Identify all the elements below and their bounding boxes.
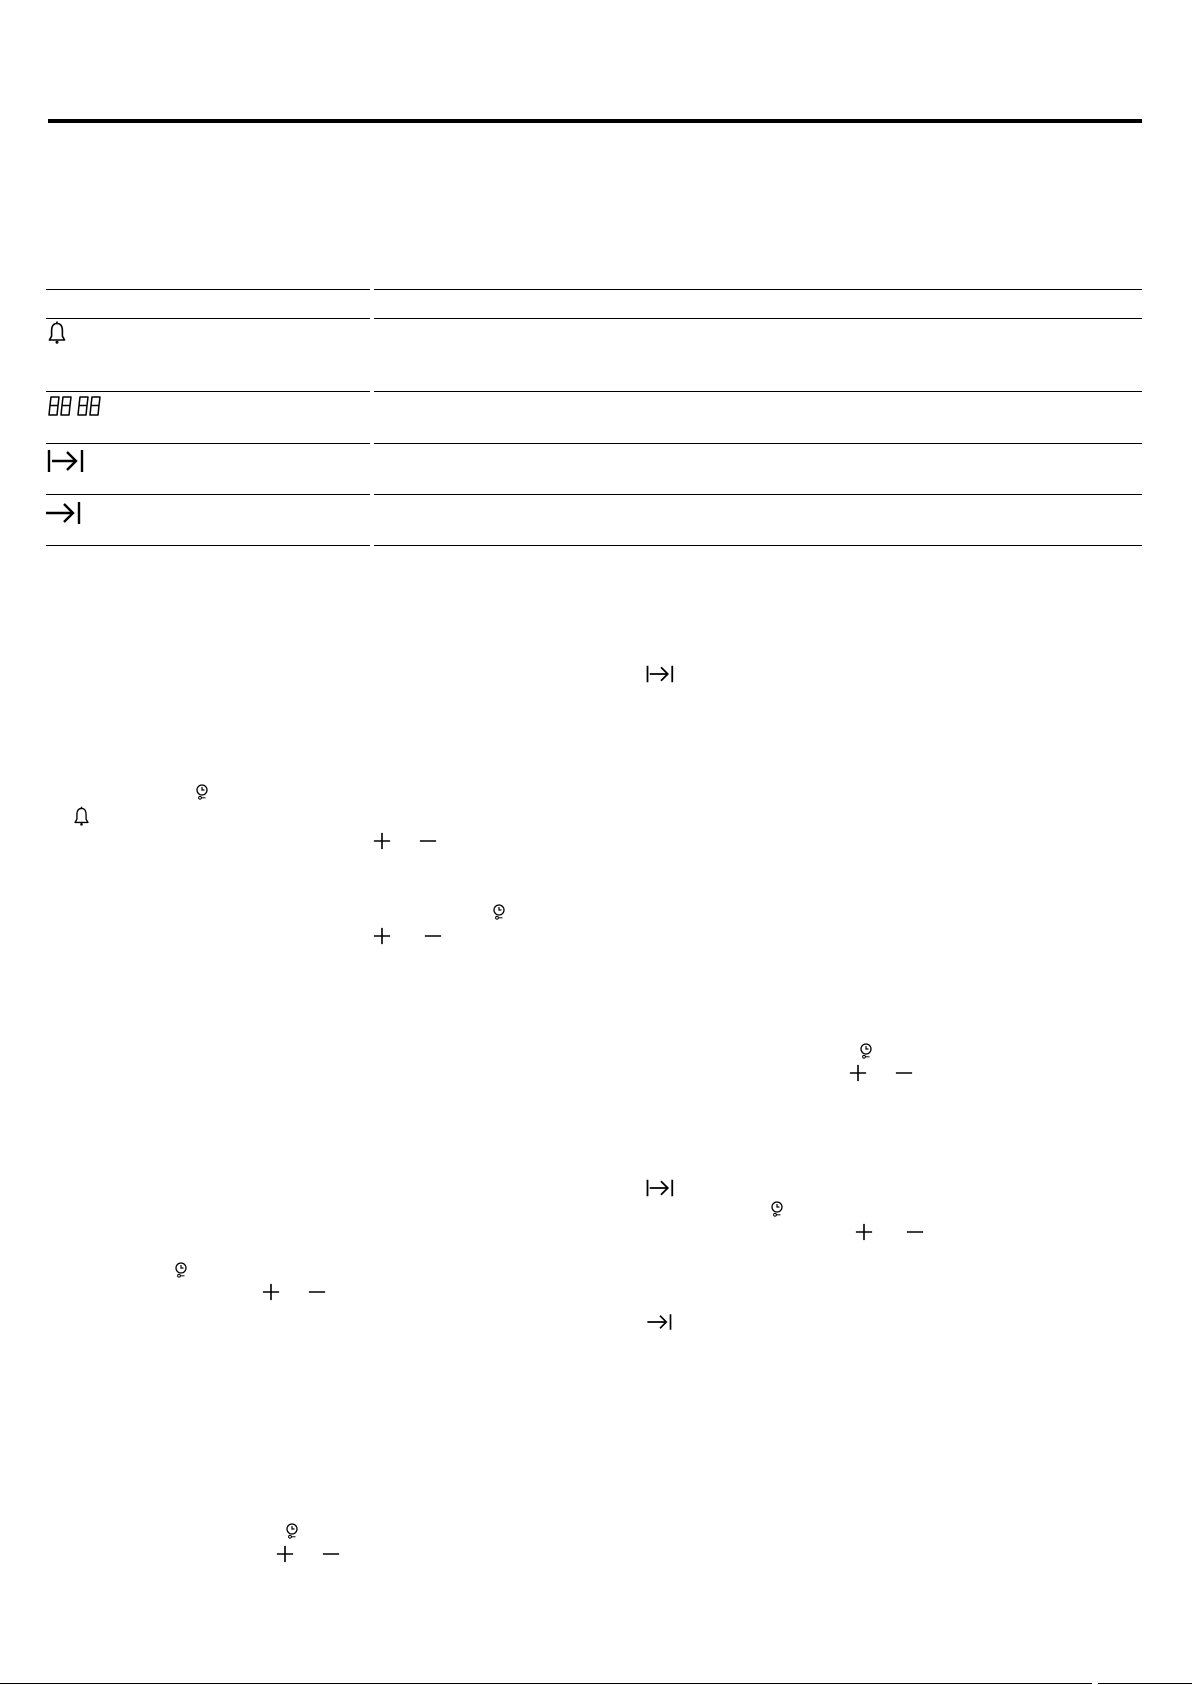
minus-icon (419, 832, 437, 850)
clock-function-icon (770, 1201, 784, 1217)
plus-icon (373, 832, 391, 850)
header-rule (48, 119, 1142, 123)
clock-function-icon (859, 1043, 873, 1059)
bell-icon (73, 806, 90, 827)
clock-function-icon (195, 784, 209, 800)
digits-8888-icon (48, 396, 104, 416)
bell-icon (47, 321, 67, 345)
table-row-rule (46, 391, 370, 392)
clock-function-icon (492, 904, 506, 920)
cooking-time-icon (47, 448, 87, 474)
clock-function-icon (174, 1262, 188, 1278)
minus-icon (895, 1064, 913, 1082)
footer-rule (1098, 1683, 1192, 1684)
plus-icon (373, 927, 391, 945)
minus-icon (424, 927, 442, 945)
minus-icon (322, 1545, 340, 1563)
end-time-icon (44, 500, 84, 526)
plus-icon (262, 1283, 280, 1301)
table-header-rule (46, 318, 370, 319)
plus-icon (849, 1064, 867, 1082)
plus-icon (855, 1223, 873, 1241)
cooking-time-icon (646, 1178, 676, 1198)
table-row-rule (46, 443, 370, 444)
table-header-rule (374, 318, 1142, 319)
table-row-rule (46, 494, 370, 495)
table-bottom-rule (46, 545, 370, 546)
table-row-rule (374, 443, 1142, 444)
clock-function-icon (285, 1523, 299, 1539)
table-row-rule (374, 391, 1142, 392)
minus-icon (906, 1223, 924, 1241)
table-bottom-rule (374, 545, 1142, 546)
cooking-time-icon (646, 664, 676, 684)
table-row-rule (374, 494, 1142, 495)
end-time-icon (646, 1312, 674, 1332)
footer-rule (0, 1683, 1092, 1684)
table-top-rule (374, 289, 1142, 290)
minus-icon (308, 1283, 326, 1301)
plus-icon (276, 1545, 294, 1563)
table-top-rule (46, 289, 370, 290)
